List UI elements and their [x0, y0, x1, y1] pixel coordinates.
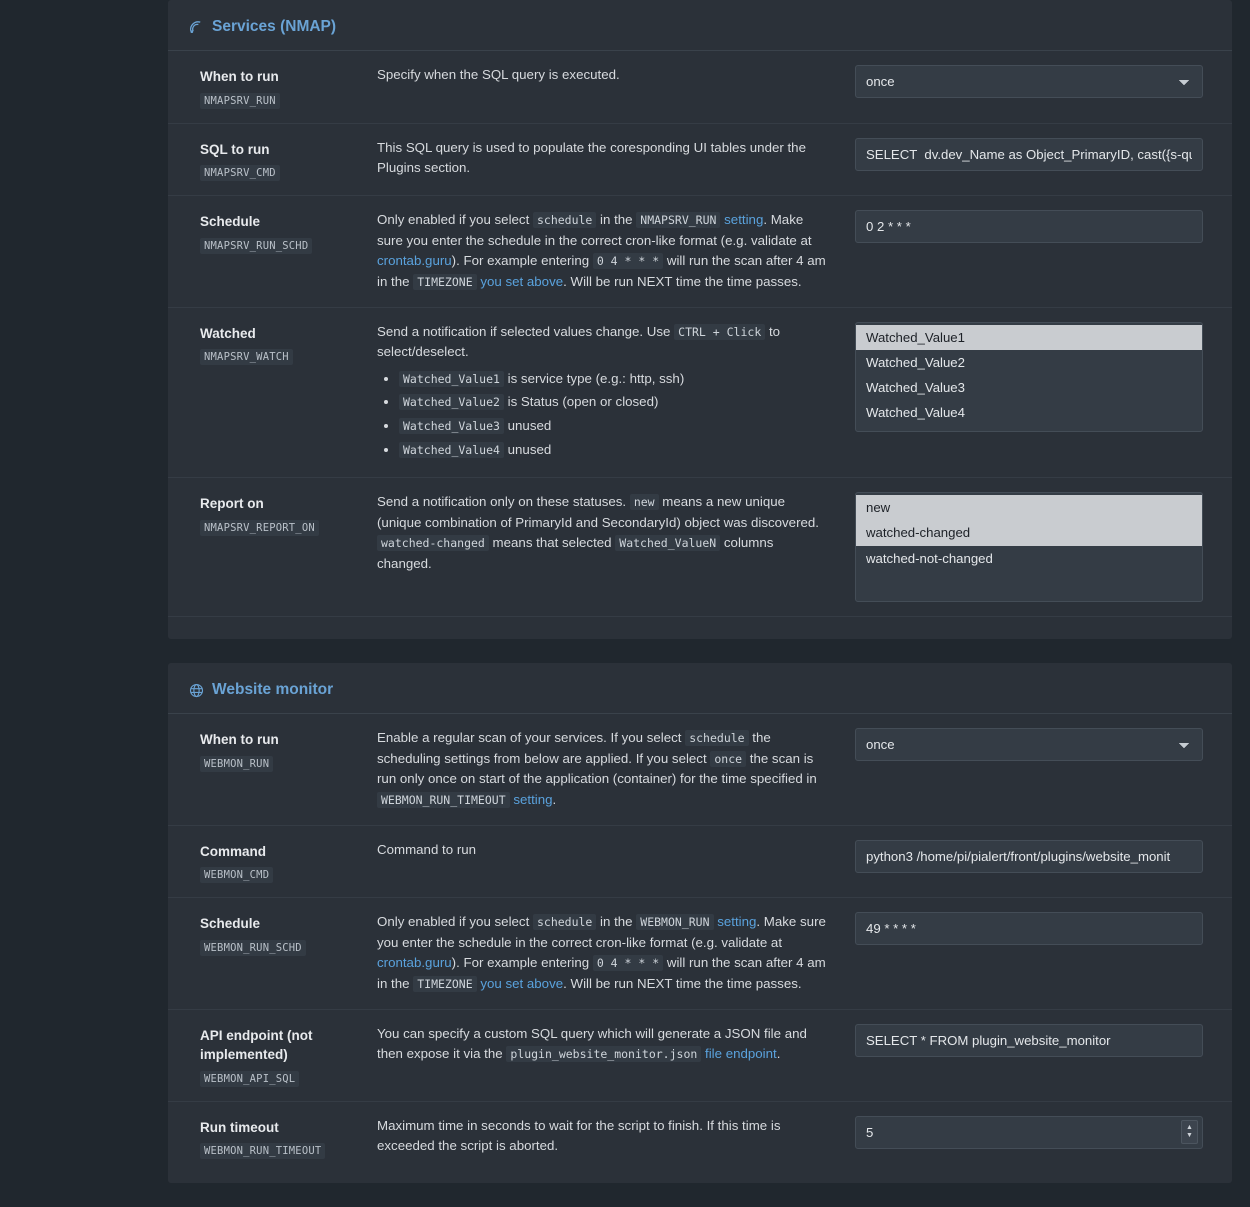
setting-control — [855, 1116, 1203, 1149]
setting-code: WEBMON_RUN_SCHD — [200, 940, 306, 956]
setting-control — [855, 65, 1203, 98]
section-website-monitor — [168, 663, 1232, 1183]
radar-icon — [188, 19, 204, 35]
setting-label: API endpoint (not implemented) — [200, 1027, 313, 1063]
watched-listbox[interactable] — [855, 322, 1203, 432]
setting-label-block — [182, 210, 377, 254]
setting-label: When to run — [200, 732, 279, 748]
setting-control — [855, 138, 1203, 171]
setting-row — [168, 1102, 1232, 1174]
stepper-down-icon[interactable]: ▼ — [1186, 1131, 1193, 1139]
setting-label-block — [182, 138, 377, 182]
section-header — [168, 663, 1232, 714]
setting-label: Command — [200, 843, 267, 859]
setting-label: Run timeout — [200, 1119, 279, 1135]
setting-description: Send a notification if selected values change. Use CTRL + Click to select/deselect. • Watched_Value1 is service type (e.g.: http, ssh) • Watched_Value2 is Status (open or closed) • Watched_Value3 unused • Watched_Value4 unused — [377, 322, 855, 464]
setting-label-block — [182, 492, 377, 536]
setting-row — [168, 1010, 1232, 1102]
setting-label: Schedule — [200, 214, 261, 230]
setting-code: WEBMON_RUN_TIMEOUT — [200, 1143, 325, 1159]
setting-control — [855, 322, 1203, 432]
setting-row — [168, 51, 1232, 124]
setting-label-block — [182, 912, 377, 956]
setting-label-block — [182, 322, 377, 366]
listbox-option[interactable]: Watched_Value3 — [866, 379, 965, 395]
setting-control — [855, 728, 1203, 761]
setting-description: Maximum time in seconds to wait for the script to finish. If this time is exceeded the script is aborted. — [377, 1117, 781, 1154]
setting-code: WEBMON_RUN — [200, 756, 273, 772]
listbox-option[interactable]: Watched_Value1 — [856, 325, 1202, 350]
listbox-option[interactable]: watched-not-changed — [866, 550, 993, 566]
setting-description: This SQL query is used to populate the coresponding UI tables under the Plugins section. — [377, 139, 806, 176]
listbox-option[interactable]: watched-changed — [856, 520, 1202, 545]
setting-label: Schedule — [200, 916, 261, 932]
setting-label: Watched — [200, 325, 256, 341]
setting-label-block — [182, 728, 377, 772]
run-timeout-input[interactable] — [855, 1116, 1203, 1149]
setting-code: WEBMON_API_SQL — [200, 1071, 299, 1087]
setting-description: Send a notification only on these statuses. new means a new unique (unique combination of PrimaryId and SecondaryId) object was discovered. watched-changed means that selected Watched_ValueN columns changed. — [377, 494, 819, 572]
setting-label: When to run — [200, 69, 279, 84]
listbox-option[interactable]: Watched_Value4 — [866, 404, 965, 420]
setting-code: NMAPSRV_RUN_SCHD — [200, 238, 312, 254]
setting-label: SQL to run — [200, 141, 270, 157]
setting-label-block — [182, 65, 377, 109]
section-title: Services (NMAP) — [212, 18, 337, 35]
stepper-up-icon[interactable]: ▲ — [1186, 1123, 1193, 1131]
setting-row — [168, 826, 1232, 899]
listbox-option[interactable]: Watched_Value2 — [866, 354, 965, 370]
setting-description: Only enabled if you select schedule in the WEBMON_RUN setting. Make sure you enter the schedule in the correct cron-like format (e.g. validate at crontab.guru). For example entering 0 4 * * * will run the scan after 4 am in the TIMEZONE you set above. Will be run NEXT time the time passes. — [377, 914, 826, 992]
setting-label-block — [182, 1116, 377, 1160]
section-services-nmap — [168, 0, 1232, 639]
setting-code: WEBMON_CMD — [200, 867, 273, 883]
webmon-when-to-run-select[interactable] — [855, 728, 1203, 761]
setting-row — [168, 898, 1232, 1009]
setting-control — [855, 210, 1203, 243]
setting-control — [855, 1024, 1203, 1057]
number-stepper[interactable] — [1181, 1120, 1198, 1144]
setting-row — [168, 478, 1232, 617]
schedule-input[interactable] — [855, 210, 1203, 243]
section-title: Website monitor — [212, 681, 334, 699]
setting-code: NMAPSRV_REPORT_ON — [200, 520, 319, 536]
setting-row — [168, 196, 1232, 307]
setting-label-block — [182, 1024, 377, 1087]
setting-description: Only enabled if you select schedule in the NMAPSRV_RUN setting. Make sure you enter the schedule in the correct cron-like format (e.g. validate at crontab.guru). For example entering 0 4 * * * will run the scan after 4 am in the TIMEZONE you set above. Will be run NEXT time the time passes. — [377, 212, 826, 289]
section-header — [168, 0, 1232, 51]
setting-row — [168, 308, 1232, 479]
setting-row — [168, 714, 1232, 825]
setting-label-block — [182, 840, 377, 884]
sql-to-run-input[interactable] — [855, 138, 1203, 171]
api-endpoint-sql-input[interactable] — [855, 1024, 1203, 1057]
setting-description: You can specify a custom SQL query which will generate a JSON file and then expose it via the plugin_website_monitor.json file endpoint. — [377, 1025, 807, 1062]
setting-control — [855, 492, 1203, 602]
card-bottom-pad — [168, 617, 1232, 629]
setting-code: NMAPSRV_RUN — [200, 93, 280, 109]
settings-content — [150, 0, 1250, 1207]
report-on-listbox[interactable] — [855, 492, 1203, 602]
setting-control — [855, 840, 1203, 873]
setting-description: Command to run — [377, 841, 477, 857]
listbox-option[interactable]: new — [856, 495, 1202, 520]
setting-control — [855, 912, 1203, 945]
setting-row — [168, 124, 1232, 197]
command-input[interactable] — [855, 840, 1203, 873]
webmon-schedule-input[interactable] — [855, 912, 1203, 945]
when-to-run-select[interactable] — [855, 65, 1203, 98]
setting-label: Report on — [200, 496, 264, 512]
setting-code: NMAPSRV_WATCH — [200, 349, 293, 365]
setting-description: Specify when the SQL query is executed. — [377, 67, 620, 82]
setting-code: NMAPSRV_CMD — [200, 165, 280, 181]
setting-description: Enable a regular scan of your services. If you select schedule the scheduling settings from below are applied. If you select once the scan is run only once on start of the application (container) for the time specified in WEBMON_RUN_TIMEOUT setting. — [377, 730, 817, 808]
globe-icon — [188, 682, 204, 698]
